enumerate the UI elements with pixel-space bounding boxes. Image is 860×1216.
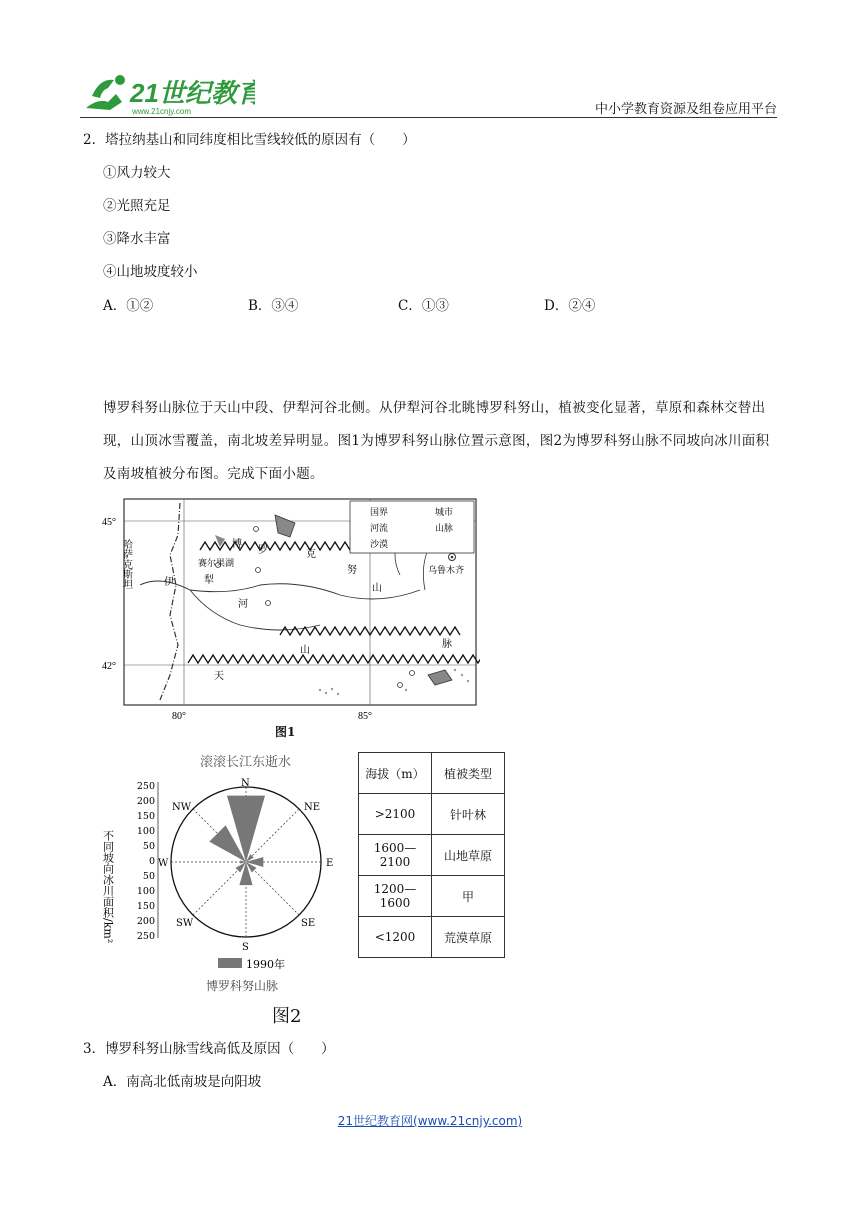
y-tick-label: 150 bbox=[136, 811, 155, 822]
figure-2-caption: 图2 bbox=[272, 1006, 302, 1027]
label-yi: 伊 bbox=[164, 577, 174, 588]
legend-city: 城市 bbox=[435, 508, 454, 518]
figure-1-caption: 图1 bbox=[275, 725, 296, 739]
q2-item-1: ①风力较大 bbox=[103, 165, 171, 181]
fig2-watermark: 滚滚长江东逝水 bbox=[200, 755, 292, 770]
q2-option-d[interactable]: D．②④ bbox=[544, 298, 596, 314]
table-cell: 山地草原 bbox=[432, 835, 505, 876]
table-cell: 甲 bbox=[432, 876, 505, 917]
site-logo bbox=[80, 68, 255, 118]
fig2-subtitle: 博罗科努山脉 bbox=[206, 979, 279, 993]
y-tick-label: 50 bbox=[142, 871, 155, 882]
table-cell: >2100 bbox=[359, 794, 432, 835]
label-urumqi: 乌鲁木齐 bbox=[428, 566, 465, 576]
legend-mountain: 山脉 bbox=[435, 524, 454, 534]
figure-1-map bbox=[100, 495, 480, 740]
q2-option-a[interactable]: A．①② bbox=[103, 298, 154, 314]
dir-ne: NE bbox=[304, 802, 321, 813]
y-tick-label: 200 bbox=[136, 916, 155, 927]
dir-sw: SW bbox=[176, 918, 194, 929]
dir-e: E bbox=[326, 858, 334, 869]
y-tick-label: 200 bbox=[136, 796, 155, 807]
y-tick-label: 150 bbox=[136, 901, 155, 912]
y-tick-label: 250 bbox=[136, 781, 155, 792]
label-li: 犁 bbox=[204, 575, 214, 586]
label-shan-2: 山 bbox=[300, 645, 310, 656]
dir-nw: NW bbox=[172, 802, 192, 813]
lat-45: 45° bbox=[102, 517, 116, 528]
logo-url: www.21cnjy.com bbox=[132, 107, 191, 116]
label-luo: 罗 bbox=[258, 545, 268, 556]
table-cell: 荒漠草原 bbox=[432, 917, 505, 958]
label-nu: 努 bbox=[347, 565, 357, 576]
footer-link[interactable]: 21世纪教育网(www.21cnjy.com) bbox=[337, 1114, 523, 1128]
y-tick-label: 100 bbox=[136, 826, 155, 837]
y-tick-label: 100 bbox=[136, 886, 155, 897]
dir-n: N bbox=[241, 778, 250, 789]
q2-item-4: ④山地坡度较小 bbox=[103, 264, 198, 280]
label-ke: 克 bbox=[306, 549, 316, 560]
table-cell: 1600—2100 bbox=[359, 835, 432, 876]
dir-w: W bbox=[158, 858, 169, 869]
y-tick-label: 250 bbox=[136, 931, 155, 942]
label-kazakhstan: 哈萨克斯坦 bbox=[120, 539, 132, 589]
q2-item-3: ③降水丰富 bbox=[103, 231, 171, 247]
table-cell: <1200 bbox=[359, 917, 432, 958]
fig2-ylabel: 不同坡向冰川面积/km² bbox=[101, 830, 115, 944]
footer bbox=[0, 1112, 860, 1129]
y-tick-label: 0 bbox=[148, 856, 155, 867]
label-tian: 天 bbox=[214, 671, 224, 682]
label-lake: 赛尔果湖 bbox=[198, 559, 235, 569]
figure-2-chart bbox=[100, 750, 350, 1000]
q3-stem: 3．博罗科努山脉雪线高低及原因（ ） bbox=[83, 1041, 335, 1057]
dir-s: S bbox=[242, 942, 249, 953]
table-cell: 针叶林 bbox=[432, 794, 505, 835]
legend-river: 河流 bbox=[370, 524, 389, 534]
table-cell: 1200—1600 bbox=[359, 876, 432, 917]
lon-80: 80° bbox=[172, 711, 186, 722]
y-tick-label: 50 bbox=[142, 841, 155, 852]
legend-desert: 沙漠 bbox=[370, 540, 389, 550]
table-header-vegetation: 植被类型 bbox=[432, 753, 505, 794]
label-he: 河 bbox=[238, 599, 248, 610]
logo-text: 21世纪教育 bbox=[130, 78, 255, 108]
vegetation-table bbox=[358, 752, 505, 958]
label-shan-1: 山 bbox=[372, 583, 382, 594]
header-rule bbox=[80, 117, 777, 118]
label-bo: 博 bbox=[232, 539, 242, 550]
lon-85: 85° bbox=[358, 711, 372, 722]
passage: 博罗科努山脉位于天山中段、伊犁河谷北侧。从伊犁河谷北眺博罗科努山，植被变化显著，草原和森林交替出现，山顶冰雪覆盖，南北坡差异明显。图1为博罗科努山脉位置示意图，图2为博罗科努山脉不同坡向冰川面积及南坡植被分布图。完成下面小题。 bbox=[103, 400, 770, 482]
table-header-altitude: 海拔（m） bbox=[359, 753, 432, 794]
label-mai: 脉 bbox=[442, 639, 452, 650]
fig2-legend: 1990年 bbox=[246, 958, 285, 971]
legend-border: 国界 bbox=[370, 508, 389, 518]
q2-item-2: ②光照充足 bbox=[103, 198, 171, 214]
lat-42: 42° bbox=[102, 661, 116, 672]
q3-option-a[interactable]: A．南高北低南坡是向阳坡 bbox=[103, 1074, 262, 1090]
q2-stem: 2．塔拉纳基山和同纬度相比雪线较低的原因有（ ） bbox=[83, 132, 416, 148]
dir-se: SE bbox=[301, 918, 316, 929]
platform-name: 中小学教育资源及组卷应用平台 bbox=[594, 102, 777, 117]
q2-option-c[interactable]: C．①③ bbox=[398, 298, 449, 314]
q2-option-b[interactable]: B．③④ bbox=[248, 298, 299, 314]
